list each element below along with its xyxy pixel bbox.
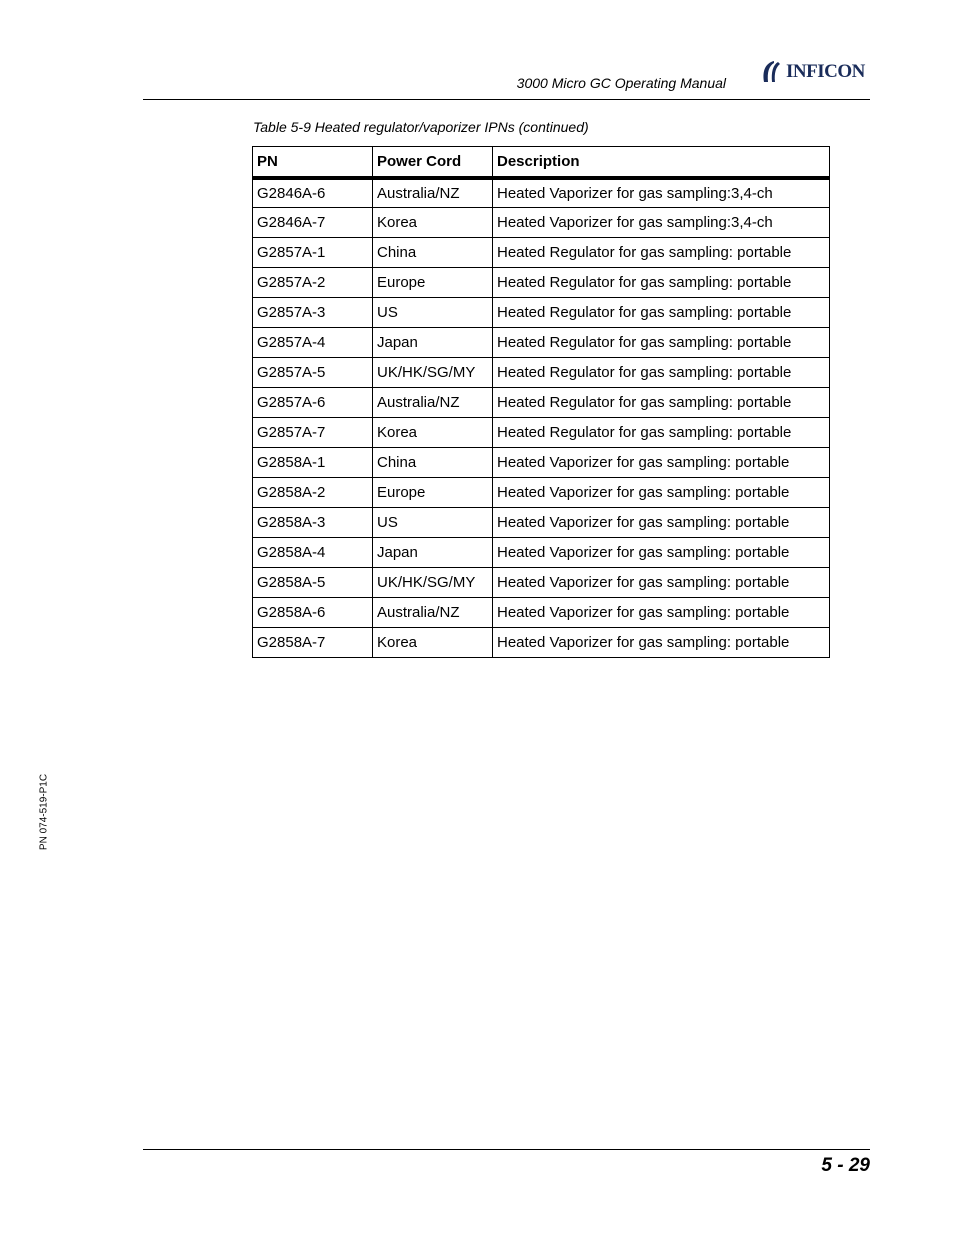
table-caption: Table 5-9 Heated regulator/vaporizer IPNs (continued): [253, 119, 589, 135]
table-row: [253, 598, 830, 628]
inficon-logo-icon: [760, 60, 782, 84]
cell-description: Heated Regulator for gas sampling: portable: [493, 238, 830, 268]
cell-description: Heated Vaporizer for gas sampling: portable: [493, 598, 830, 628]
table-row: [253, 418, 830, 448]
cell-description: Heated Vaporizer for gas sampling: portable: [493, 508, 830, 538]
table-row: [253, 628, 830, 658]
cell-pn: G2858A-3: [253, 508, 373, 538]
table-row: [253, 538, 830, 568]
table-row: [253, 508, 830, 538]
cell-description: Heated Regulator for gas sampling: portable: [493, 388, 830, 418]
table-body: [253, 178, 830, 658]
table-header-row: [253, 147, 830, 178]
manual-title: 3000 Micro GC Operating Manual: [516, 75, 726, 91]
cell-description: Heated Regulator for gas sampling: portable: [493, 328, 830, 358]
cell-pn: G2858A-7: [253, 628, 373, 658]
cell-pn: G2857A-7: [253, 418, 373, 448]
cell-pn: G2857A-1: [253, 238, 373, 268]
table-row: [253, 208, 830, 238]
cell-power-cord: Australia/NZ: [373, 598, 493, 628]
footer-rule: [143, 1149, 870, 1150]
column-header-power-cord: Power Cord: [373, 147, 493, 178]
table-row: [253, 358, 830, 388]
table-row: [253, 238, 830, 268]
cell-pn: G2857A-4: [253, 328, 373, 358]
cell-pn: G2858A-2: [253, 478, 373, 508]
cell-power-cord: Europe: [373, 478, 493, 508]
logo-text: INFICON: [786, 61, 865, 82]
cell-power-cord: Korea: [373, 208, 493, 238]
cell-pn: G2857A-5: [253, 358, 373, 388]
cell-power-cord: UK/HK/SG/MY: [373, 358, 493, 388]
cell-description: Heated Regulator for gas sampling: portable: [493, 298, 830, 328]
table-row: [253, 268, 830, 298]
table-row: [253, 388, 830, 418]
cell-description: Heated Vaporizer for gas sampling: portable: [493, 628, 830, 658]
cell-power-cord: China: [373, 238, 493, 268]
cell-power-cord: Australia/NZ: [373, 178, 493, 208]
cell-power-cord: US: [373, 298, 493, 328]
cell-description: Heated Regulator for gas sampling: portable: [493, 268, 830, 298]
cell-pn: G2857A-6: [253, 388, 373, 418]
column-header-description: Description: [493, 147, 830, 178]
cell-pn: G2858A-1: [253, 448, 373, 478]
cell-power-cord: Australia/NZ: [373, 388, 493, 418]
cell-description: Heated Vaporizer for gas sampling: portable: [493, 568, 830, 598]
cell-description: Heated Vaporizer for gas sampling:3,4-ch: [493, 178, 830, 208]
cell-power-cord: Japan: [373, 538, 493, 568]
cell-pn: G2858A-6: [253, 598, 373, 628]
ipn-table: [252, 146, 830, 658]
cell-power-cord: US: [373, 508, 493, 538]
inficon-logo: [760, 58, 865, 86]
cell-description: Heated Regulator for gas sampling: portable: [493, 418, 830, 448]
cell-power-cord: UK/HK/SG/MY: [373, 568, 493, 598]
cell-pn: G2857A-3: [253, 298, 373, 328]
cell-pn: G2846A-7: [253, 208, 373, 238]
table-row: [253, 298, 830, 328]
cell-description: Heated Regulator for gas sampling: portable: [493, 358, 830, 388]
column-header-pn: PN: [253, 147, 373, 178]
table-row: [253, 448, 830, 478]
cell-pn: G2846A-6: [253, 178, 373, 208]
cell-description: Heated Vaporizer for gas sampling: portable: [493, 538, 830, 568]
cell-pn: G2857A-2: [253, 268, 373, 298]
cell-power-cord: Europe: [373, 268, 493, 298]
document-part-number: PN 074-519-P1C: [38, 773, 50, 851]
cell-description: Heated Vaporizer for gas sampling:3,4-ch: [493, 208, 830, 238]
table-row: [253, 568, 830, 598]
cell-power-cord: Korea: [373, 628, 493, 658]
table-row: [253, 328, 830, 358]
table-row: [253, 178, 830, 208]
header-rule: [143, 99, 870, 100]
cell-power-cord: China: [373, 448, 493, 478]
cell-power-cord: Japan: [373, 328, 493, 358]
cell-pn: G2858A-5: [253, 568, 373, 598]
cell-description: Heated Vaporizer for gas sampling: portable: [493, 448, 830, 478]
cell-description: Heated Vaporizer for gas sampling: portable: [493, 478, 830, 508]
page-number: 5 - 29: [821, 1155, 870, 1176]
table-row: [253, 478, 830, 508]
cell-pn: G2858A-4: [253, 538, 373, 568]
cell-power-cord: Korea: [373, 418, 493, 448]
